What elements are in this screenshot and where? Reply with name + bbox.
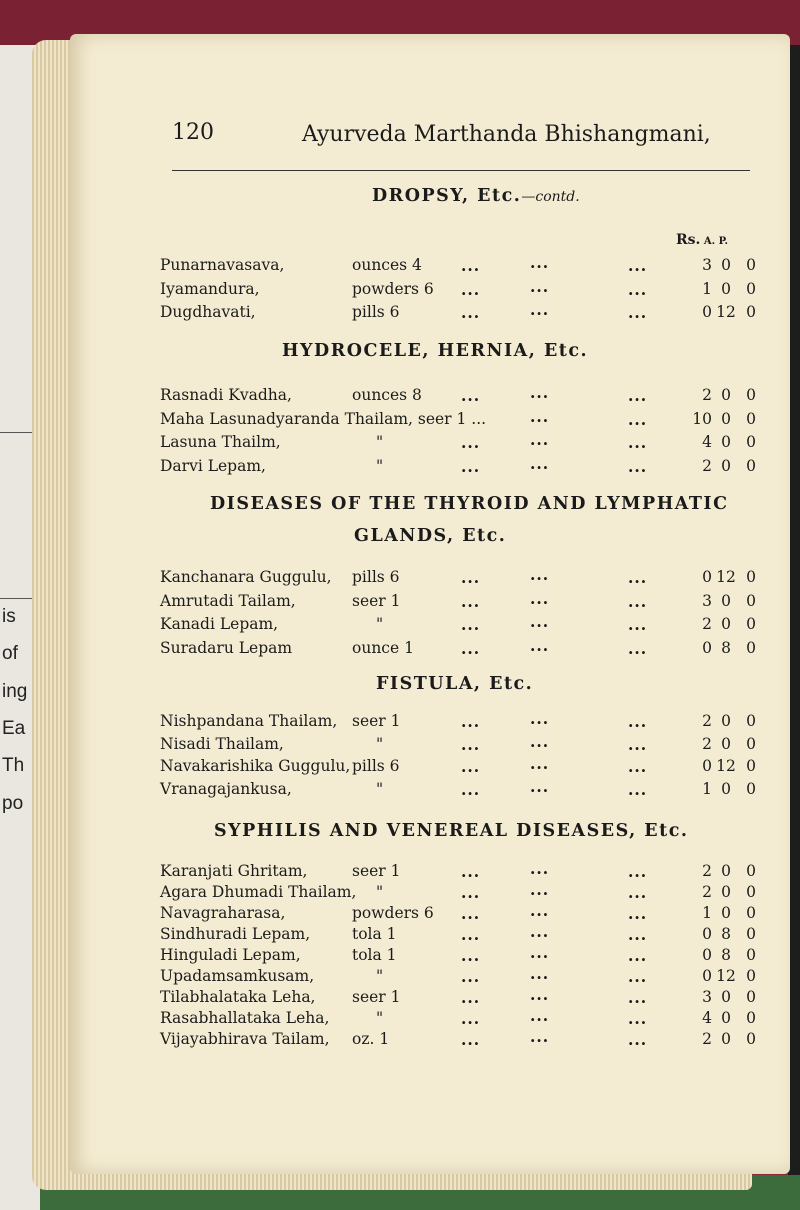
leader-dots: ...	[628, 433, 648, 452]
item-name: Rasnadi Kvadha,	[160, 386, 292, 404]
leader-dots: ...	[628, 1009, 648, 1028]
leader-dots: ...	[628, 456, 648, 476]
item-quantity: "	[376, 1009, 384, 1027]
leader-dots: ...	[530, 709, 550, 728]
item-quantity: powders 6	[352, 904, 434, 922]
item-quantity: seer 1	[352, 988, 401, 1006]
item-quantity: pills 6	[352, 757, 400, 775]
leader-dots: ...	[530, 754, 550, 773]
price-rupees: 0	[702, 925, 712, 943]
leader-dots: ...	[628, 988, 648, 1007]
leader-dots: ...	[628, 303, 648, 322]
item-name: Darvi Lepam,	[160, 456, 266, 475]
adjacent-page-fragment: Ea	[2, 718, 26, 739]
price-pies: 0	[746, 1030, 756, 1048]
leader-dots: ...	[461, 303, 481, 322]
leader-dots: ...	[530, 964, 550, 983]
adjacent-page-fragment: po	[2, 793, 24, 814]
price-rupees: 1	[702, 904, 712, 922]
leader-dots: ...	[461, 757, 481, 776]
item-name: Navakarishika Guggulu,	[160, 757, 351, 775]
price-pies: 0	[746, 734, 756, 753]
leader-dots: ...	[628, 615, 648, 634]
price-rupees: 3	[702, 256, 712, 274]
section-heading: DROPSY, Etc.—contd.	[372, 186, 580, 206]
price-pies: 0	[746, 456, 756, 475]
item-quantity: "	[376, 883, 384, 901]
leader-dots: ...	[530, 922, 550, 941]
item-name: Vranagajankusa,	[160, 779, 292, 798]
price-annas: 0	[721, 779, 731, 798]
leader-dots: ...	[628, 862, 648, 881]
leader-dots: ...	[461, 433, 481, 452]
leader-dots: ...	[461, 386, 481, 405]
leader-dots: ...	[628, 883, 648, 902]
item-name: Rasabhallataka Leha,	[160, 1009, 330, 1027]
section-heading-suffix: —contd.	[521, 189, 580, 205]
price-rupees: 2	[702, 862, 712, 880]
item-quantity: "	[376, 779, 384, 798]
price-pies: 0	[746, 409, 756, 428]
leader-dots: ...	[628, 386, 648, 405]
price-rupees: 0	[702, 568, 712, 586]
leader-dots: ...	[461, 1009, 481, 1028]
leader-dots: ...	[628, 1030, 648, 1049]
price-pies: 0	[746, 988, 756, 1006]
item-quantity: "	[376, 734, 384, 753]
leader-dots: ...	[530, 901, 550, 920]
price-pies: 0	[746, 433, 756, 451]
leader-dots: ...	[628, 638, 648, 658]
section-heading: FISTULA, Etc.	[376, 674, 534, 694]
price-pies: 0	[746, 568, 756, 586]
leader-dots: ...	[628, 712, 648, 731]
leader-dots: ...	[461, 883, 481, 902]
leader-dots: ...	[461, 1030, 481, 1049]
price-annas: 0	[721, 712, 731, 730]
leader-dots: ...	[461, 638, 481, 658]
adjacent-page-fragment: Th	[2, 755, 25, 776]
price-pies: 0	[746, 638, 756, 657]
leader-dots: ...	[530, 635, 550, 655]
price-rupees: 2	[702, 883, 712, 901]
item-quantity: ounces 4	[352, 256, 422, 274]
price-annas: 0	[721, 433, 731, 451]
leader-dots: ...	[530, 776, 550, 796]
price-pies: 0	[746, 862, 756, 880]
item-quantity: tola 1	[352, 925, 397, 943]
price-pies: 0	[746, 1009, 756, 1027]
price-rupees: 1	[702, 779, 712, 798]
price-pies: 0	[746, 779, 756, 798]
pies-header: P.	[718, 236, 728, 247]
item-name: Upadamsamkusam,	[160, 967, 315, 985]
section-heading: DISEASES OF THE THYROID AND LYMPHATIC	[210, 494, 729, 514]
section-heading-line2: GLANDS, Etc.	[354, 526, 507, 546]
item-name: Lasuna Thailm,	[160, 433, 281, 451]
price-rupees: 4	[702, 1009, 712, 1027]
price-rupees: 2	[702, 712, 712, 730]
leader-dots: ...	[461, 279, 481, 299]
price-annas: 12	[716, 967, 736, 985]
price-annas: 0	[721, 409, 731, 428]
item-name: Kanadi Lepam,	[160, 615, 279, 633]
leader-dots: ...	[530, 731, 550, 751]
price-annas: 0	[721, 904, 731, 922]
item-name: Nishpandana Thailam,	[160, 712, 338, 730]
leader-dots: ...	[530, 612, 550, 631]
price-pies: 0	[746, 712, 756, 730]
leader-dots: ...	[628, 757, 648, 776]
item-name: Navagraharasa,	[160, 904, 286, 922]
item-quantity: "	[376, 456, 384, 475]
item-name: Dugdhavati,	[160, 303, 256, 321]
leader-dots: ...	[530, 253, 550, 272]
item-quantity: ounce 1	[352, 638, 414, 657]
leader-dots: ...	[628, 967, 648, 986]
price-pies: 0	[746, 591, 756, 610]
leader-dots: ...	[628, 279, 648, 299]
item-name: Karanjati Ghritam,	[160, 862, 308, 880]
leader-dots: ...	[628, 568, 648, 587]
leader-dots: ...	[628, 946, 648, 965]
section-heading: SYPHILIS AND VENEREAL DISEASES, Etc.	[214, 821, 689, 841]
leader-dots: ...	[461, 862, 481, 881]
price-pies: 0	[746, 904, 756, 922]
leader-dots: ...	[461, 591, 481, 611]
leader-dots: ...	[461, 734, 481, 754]
price-rupees: 0	[702, 638, 712, 657]
currency-header	[676, 232, 728, 248]
adjacent-page-fragment: ing	[2, 681, 28, 702]
item-name: Amrutadi Tailam,	[160, 591, 296, 610]
leader-dots: ...	[530, 453, 550, 473]
price-rupees: 2	[702, 386, 712, 404]
item-quantity: pills 6	[352, 303, 400, 321]
price-pies: 0	[746, 946, 756, 964]
price-pies: 0	[746, 967, 756, 985]
price-rupees: 2	[702, 734, 712, 753]
item-name: Punarnavasava,	[160, 256, 285, 274]
item-quantity: seer 1	[352, 862, 401, 880]
price-pies: 0	[746, 279, 756, 298]
price-annas: 0	[721, 1009, 731, 1027]
leader-dots: ...	[461, 946, 481, 965]
leader-dots: ...	[530, 300, 550, 319]
price-annas: 0	[721, 591, 731, 610]
price-rupees: 10	[692, 409, 712, 428]
leader-dots: ...	[461, 904, 481, 923]
leader-dots: ...	[461, 456, 481, 476]
price-pies: 0	[746, 757, 756, 775]
leader-dots: ...	[461, 967, 481, 986]
leader-dots: ...	[461, 712, 481, 731]
price-pies: 0	[746, 256, 756, 274]
price-rupees: 2	[702, 456, 712, 475]
item-name: Kanchanara Guggulu,	[160, 568, 332, 586]
price-rupees: 0	[702, 303, 712, 321]
price-rupees: 2	[702, 1030, 712, 1048]
leader-dots: ...	[628, 409, 648, 429]
leader-dots: ...	[530, 880, 550, 899]
adjacent-page-fragment: is	[2, 606, 16, 627]
item-quantity: "	[376, 615, 384, 633]
price-annas: 8	[721, 925, 731, 943]
leader-dots: ...	[530, 406, 550, 426]
price-pies: 0	[746, 303, 756, 321]
leader-dots: ...	[530, 276, 550, 296]
price-annas: 12	[716, 757, 736, 775]
price-annas: 12	[716, 303, 736, 321]
price-annas: 0	[721, 256, 731, 274]
leader-dots: ...	[461, 568, 481, 587]
price-rupees: 0	[702, 946, 712, 964]
item-quantity: powders 6	[352, 279, 434, 298]
item-name: Iyamandura,	[160, 279, 260, 298]
item-quantity: oz. 1	[352, 1030, 390, 1048]
leader-dots: ...	[530, 565, 550, 584]
price-annas: 0	[721, 279, 731, 298]
item-name: Nisadi Thailam,	[160, 734, 284, 753]
price-annas: 0	[721, 988, 731, 1006]
item-name: Vijayabhirava Tailam,	[160, 1030, 330, 1048]
item-quantity: pills 6	[352, 568, 400, 586]
price-rupees: 3	[702, 591, 712, 610]
leader-dots: ...	[628, 779, 648, 799]
leader-dots: ...	[461, 925, 481, 944]
leader-dots: ...	[530, 985, 550, 1004]
leader-dots: ...	[530, 430, 550, 449]
page-number: 120	[172, 120, 214, 145]
item-name: Hinguladi Lepam,	[160, 946, 301, 964]
item-name: Suradaru Lepam	[160, 638, 293, 657]
price-rupees: 0	[702, 967, 712, 985]
leader-dots: ...	[530, 859, 550, 878]
item-name: Tilabhalataka Leha,	[160, 988, 316, 1006]
item-quantity: "	[376, 433, 384, 451]
price-pies: 0	[746, 615, 756, 633]
price-annas: 0	[721, 883, 731, 901]
price-annas: 0	[721, 386, 731, 404]
item-name: Maha Lasunadyaranda Thailam, seer 1 ...	[160, 409, 487, 428]
header-rule	[172, 170, 750, 171]
item-quantity: seer 1	[352, 591, 401, 610]
price-annas: 0	[721, 734, 731, 753]
price-pies: 0	[746, 883, 756, 901]
price-annas: 8	[721, 638, 731, 657]
price-annas: 0	[721, 456, 731, 475]
price-rupees: 3	[702, 988, 712, 1006]
item-quantity: tola 1	[352, 946, 397, 964]
price-rupees: 1	[702, 279, 712, 298]
leader-dots: ...	[461, 988, 481, 1007]
price-annas: 12	[716, 568, 736, 586]
price-rupees: 4	[702, 433, 712, 451]
leader-dots: ...	[530, 943, 550, 962]
leader-dots: ...	[461, 256, 481, 275]
leader-dots: ...	[530, 588, 550, 608]
leader-dots: ...	[530, 1006, 550, 1025]
price-annas: 0	[721, 1030, 731, 1048]
price-pies: 0	[746, 925, 756, 943]
price-annas: 0	[721, 862, 731, 880]
price-annas: 8	[721, 946, 731, 964]
leader-dots: ...	[628, 734, 648, 754]
price-rupees: 2	[702, 615, 712, 633]
leader-dots: ...	[628, 904, 648, 923]
leader-dots: ...	[461, 615, 481, 634]
annas-header: A.	[700, 236, 719, 247]
leader-dots: ...	[628, 925, 648, 944]
leader-dots: ...	[628, 591, 648, 611]
leader-dots: ...	[530, 1027, 550, 1046]
section-heading: HYDROCELE, HERNIA, Etc.	[282, 341, 589, 361]
price-pies: 0	[746, 386, 756, 404]
rupees-header: Rs.	[676, 232, 701, 248]
item-name: Sindhuradi Lepam,	[160, 925, 311, 943]
item-quantity: seer 1	[352, 712, 401, 730]
item-name: Agara Dhumadi Thailam,	[160, 883, 357, 901]
leader-dots: ...	[628, 256, 648, 275]
item-quantity: "	[376, 967, 384, 985]
price-annas: 0	[721, 615, 731, 633]
adjacent-page-fragment: of	[2, 643, 18, 664]
page-title: Ayurveda Marthanda Bhishangmani,	[302, 122, 711, 147]
item-quantity: ounces 8	[352, 386, 422, 404]
price-rupees: 0	[702, 757, 712, 775]
leader-dots: ...	[461, 779, 481, 799]
leader-dots: ...	[530, 383, 550, 402]
